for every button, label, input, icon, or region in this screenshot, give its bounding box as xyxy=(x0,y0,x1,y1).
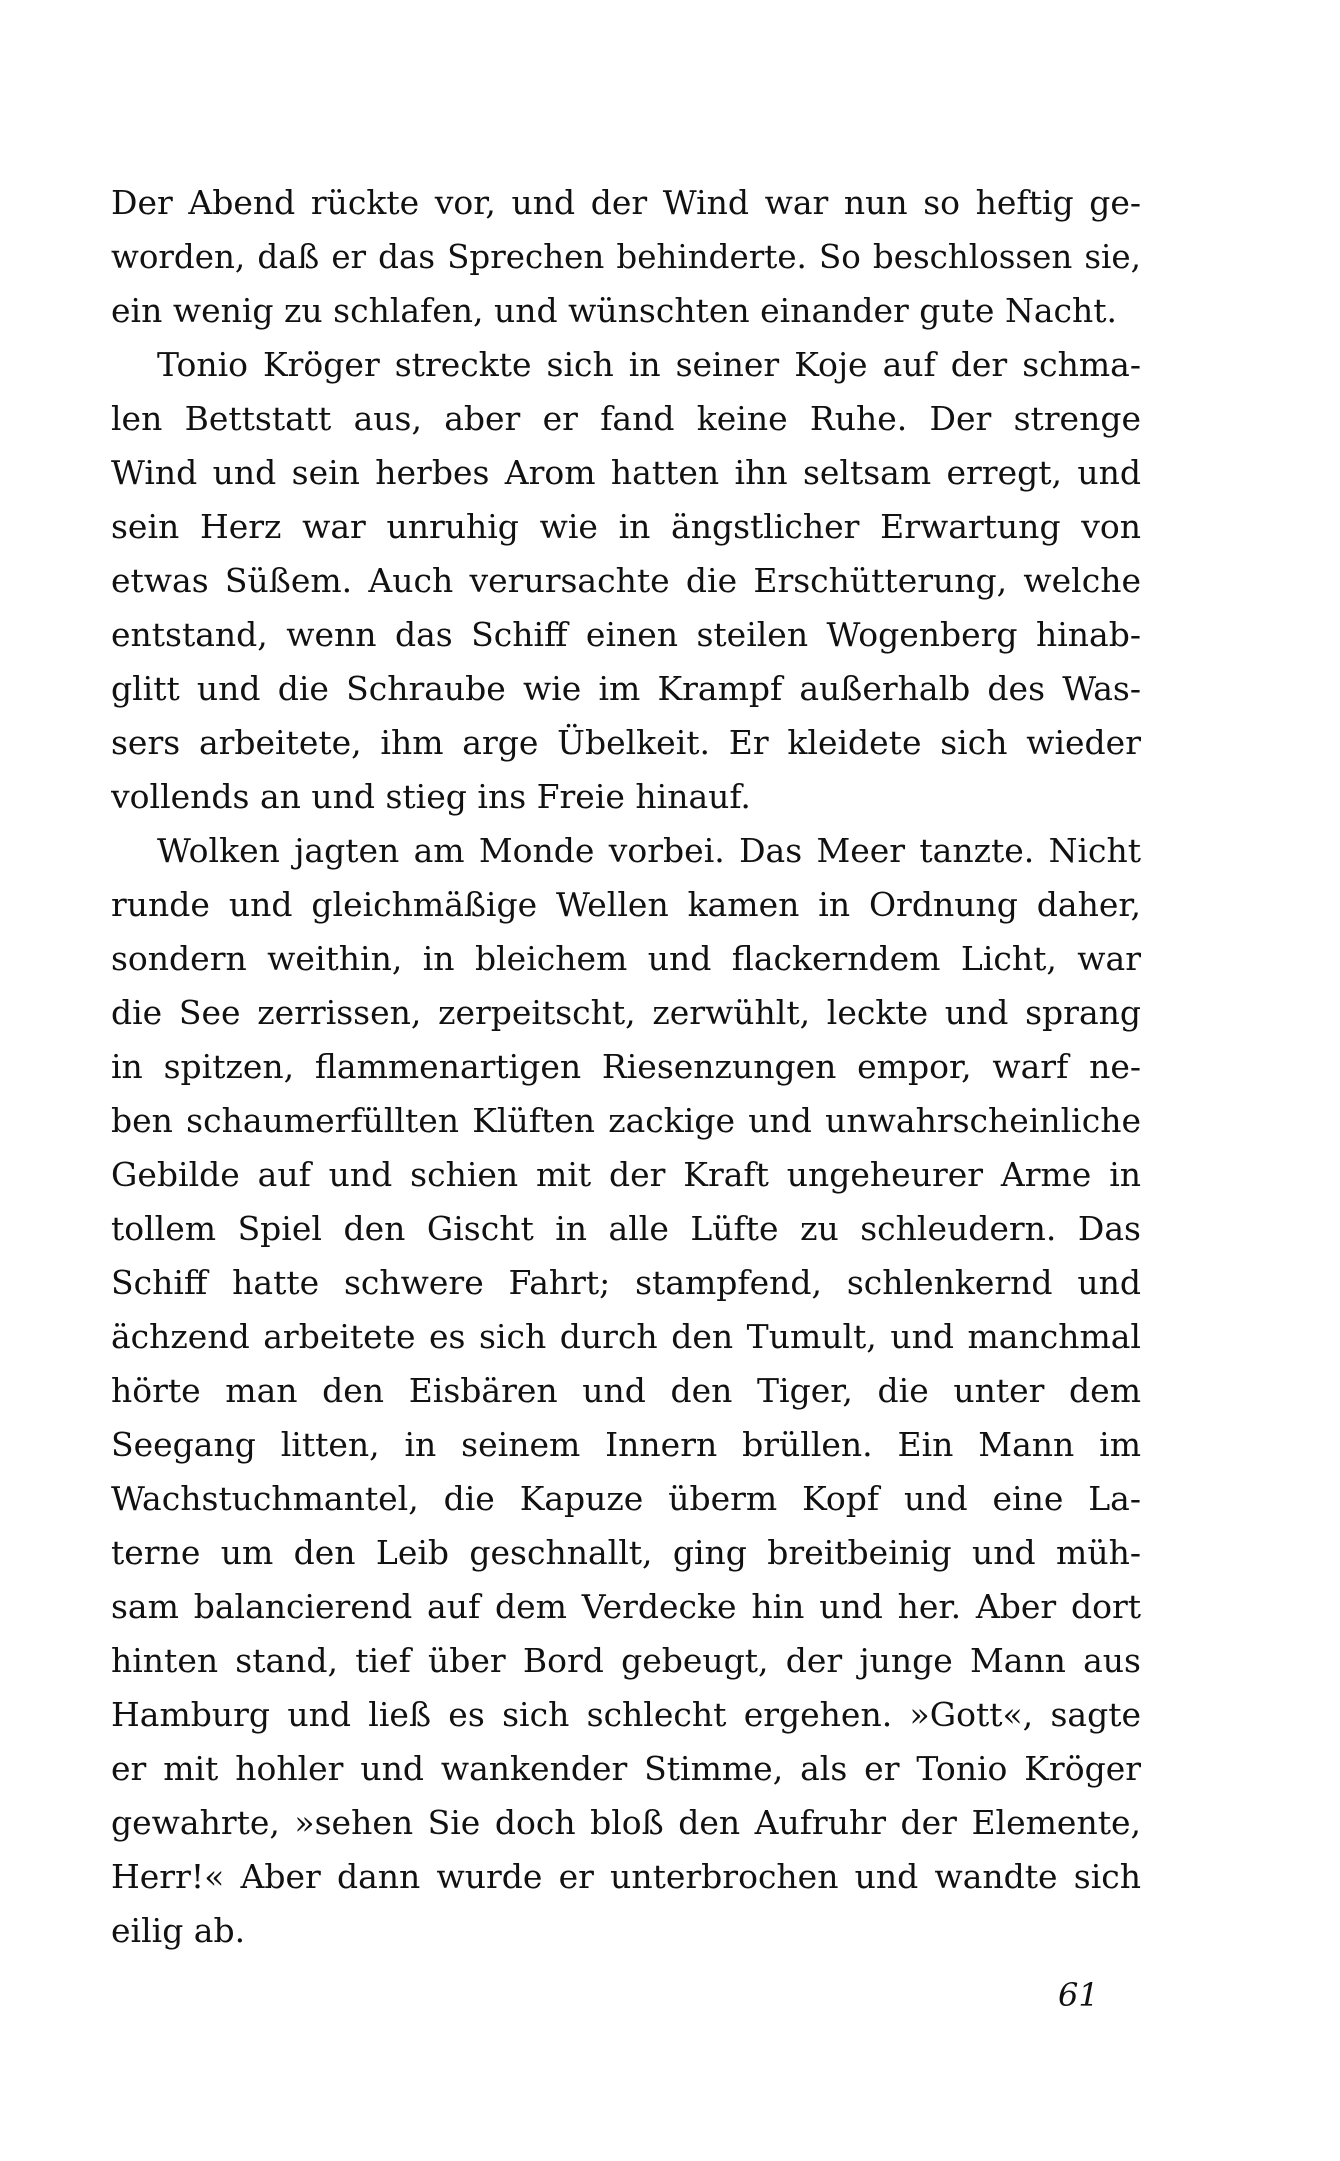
page-number: 61 xyxy=(1058,1976,1099,2014)
text-line: Seegang litten, in seinem Innern brüllen. Ein Mann im xyxy=(111,1425,1141,1464)
text-line: Herr!« Aber dann wurde er unterbrochen und wandte sich xyxy=(111,1857,1141,1896)
text-line: hörte man den Eisbären und den Tiger, die unter dem xyxy=(111,1371,1141,1410)
text-line: Der Abend rückte vor, und der Wind war nun so heftig ge- xyxy=(111,183,1141,222)
text-line: ein wenig zu schlafen, und wünschten einander gute Nacht. xyxy=(111,291,1117,330)
text-line: runde und gleichmäßige Wellen kamen in Ordnung daher, xyxy=(111,885,1141,924)
text-line: worden, daß er das Sprechen behinderte. So beschlossen sie, xyxy=(111,238,1141,276)
text-line: glitt und die Schraube wie im Krampf außerhalb des Was- xyxy=(111,669,1141,708)
text-line: Schiff hatte schwere Fahrt; stampfend, schlenkernd und xyxy=(111,1263,1141,1302)
text-line: tollem Spiel den Gischt in alle Lüfte zu schleudern. Das xyxy=(111,1209,1141,1248)
text-line: er mit hohler und wankender Stimme, als er Tonio Kröger xyxy=(111,1749,1141,1788)
paragraph-3 xyxy=(111,824,1141,1958)
body-text xyxy=(111,176,1141,1958)
text-line: sam balancierend auf dem Verdecke hin und her. Aber dort xyxy=(111,1587,1141,1626)
text-line: eilig ab. xyxy=(111,1911,246,1950)
text-line: sondern weithin, in bleichem und flackerndem Licht, war xyxy=(111,939,1141,978)
paragraph-1 xyxy=(111,176,1141,338)
text-line: etwas Süßem. Auch verursachte die Erschütterung, welche xyxy=(111,561,1141,600)
text-line: Wolken jagten am Monde vorbei. Das Meer tanzte. Nicht xyxy=(157,831,1141,870)
text-line: in spitzen, flammenartigen Riesenzungen empor, warf ne- xyxy=(111,1047,1141,1086)
text-line: entstand, wenn das Schiff einen steilen Wogenberg hinab- xyxy=(111,615,1141,654)
text-line: ächzend arbeitete es sich durch den Tumult, und manchmal xyxy=(111,1317,1141,1356)
text-line: Tonio Kröger streckte sich in seiner Koje auf der schma- xyxy=(157,345,1141,384)
text-line: terne um den Leib geschnallt, ging breitbeinig und müh- xyxy=(111,1533,1141,1572)
text-line: Wachstuchmantel, die Kapuze überm Kopf und eine La- xyxy=(111,1479,1141,1518)
text-line: len Bettstatt aus, aber er fand keine Ruhe. Der strenge xyxy=(111,399,1141,438)
text-line: sers arbeitete, ihm arge Übelkeit. Er kleidete sich wieder xyxy=(111,723,1141,762)
text-line: Wind und sein herbes Arom hatten ihn seltsam erregt, und xyxy=(111,453,1141,492)
text-line: vollends an und stieg ins Freie hinauf. xyxy=(111,777,751,816)
paragraph-2 xyxy=(111,338,1141,824)
text-line: Gebilde auf und schien mit der Kraft ungeheurer Arme in xyxy=(111,1155,1141,1194)
text-line: gewahrte, »sehen Sie doch bloß den Aufruhr der Elemente, xyxy=(111,1803,1141,1842)
text-line: die See zerrissen, zerpeitscht, zerwühlt, leckte und sprang xyxy=(111,993,1141,1032)
text-line: Hamburg und ließ es sich schlecht ergehen. »Gott«, sagte xyxy=(111,1695,1141,1734)
text-line: sein Herz war unruhig wie in ängstlicher Erwartung von xyxy=(111,507,1141,546)
text-line: hinten stand, tief über Bord gebeugt, der junge Mann aus xyxy=(111,1641,1141,1680)
text-line: ben schaumerfüllten Klüften zackige und unwahrscheinliche xyxy=(111,1101,1141,1140)
